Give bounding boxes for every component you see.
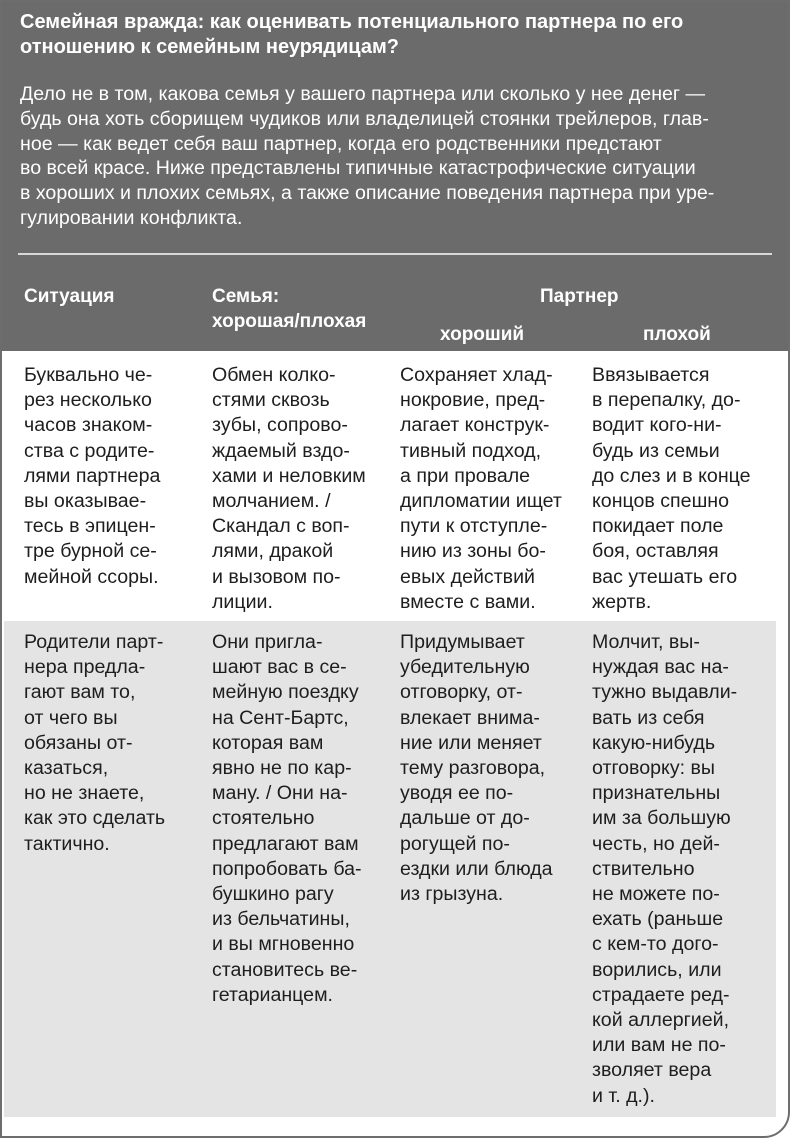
cell-family: Обмен колко- стями сквозь зубы, сопрово- ждаемый вздо- хами и неловким молчанием. / Скандал с воп- лями, дракой и вызовом по- лиции. xyxy=(212,364,366,613)
cell-situation: Родители парт- нера предла- гают вам то, от чего вы обязаны от- казаться, но не знаете, как это сделать тактично. xyxy=(24,631,166,855)
header-divider xyxy=(18,253,772,255)
col-header-partner: Партнер xyxy=(540,286,619,307)
cell-family: Они пригла- шают вас в се- мейную поездку на Сент-Бартс, которая вам явно не по кар- ману. / Они на- стоятельно предлагают вам попробовать ба- бушкино рагу из бельчатины, и вы мгновенно становитесь ве- гетарианцем. xyxy=(212,631,362,1006)
box-intro: Дело не в том, какова семья у вашего партнера или сколько у нее денег — будь она хоть сборищем чудиков или владелицей стоянки трейлеров, глав- ное — как ведет себя ваш партнер, когда его родственники предстают во всей красе. Ниже представлены типичные катастрофические ситуации в хороших и плохих семьях, а также описание поведения партнера при уре- гулировании конфликта. xyxy=(20,83,715,229)
box-header xyxy=(2,2,788,351)
col-header-situation: Ситуация xyxy=(24,286,115,307)
col-header-good: хороший xyxy=(440,324,525,345)
col-header-bad: плохой xyxy=(643,324,711,345)
cell-partner-bad: Ввязывается в перепалку, до- водит кого-ни- будь из семьи до слез и в конце концов спешно покидает поле боя, оставляя вас утешать его жертв. xyxy=(592,364,751,613)
cell-partner-good: Сохраняет хлад- нокровие, пред- лагает конструк- тивный подход, а при провале дипломатии ищет пути к отступле- нию из зоны бо- евых действий вместе с вами. xyxy=(400,364,562,613)
col-header-family: Семья: хорошая/плохая xyxy=(212,286,367,332)
cell-partner-good: Придумывает убедительную отговорку, от- влекает внима- ние или меняет тему разговора, уводя ее по- дальше от до- рогущей по- ездки или блюда из грызуна. xyxy=(400,631,553,906)
cell-situation: Буквально че- рез несколько часов знаком- ства с родите- лями партнера вы оказывае- тесь в эпицен- тре бурной се- мейной ссоры. xyxy=(24,364,161,588)
box-title: Семейная вражда: как оценивать потенциального партнера по его отношению к семейным неурядицам? xyxy=(20,11,684,58)
cell-partner-bad: Молчит, вы- нуждая вас на- тужно выдавли- вать из себя какую-нибудь отговорку: вы признательны им за большую честь, но дей- ствительно не можете по- ехать (раньше с кем-то дого- ворились, или страдаете ред- кой аллергией, или вам не по- зволяет вера и т. д.). xyxy=(592,631,738,1107)
